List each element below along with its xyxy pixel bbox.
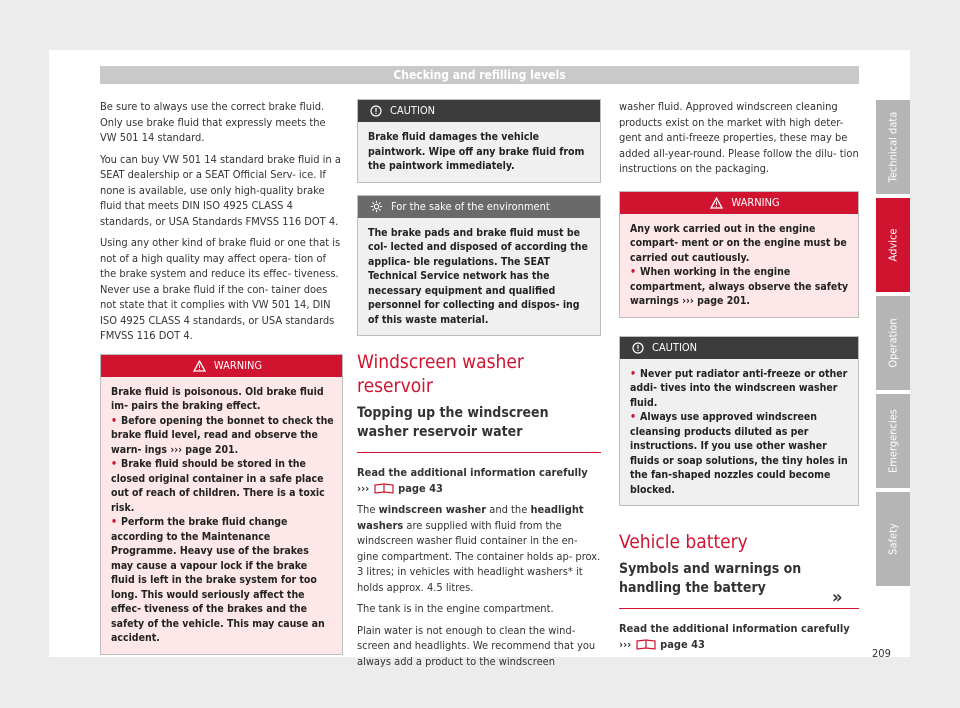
environment-icon	[370, 200, 383, 213]
subsection-title: Symbols and warnings on handling the battery	[619, 560, 859, 609]
section-title: Vehicle battery	[619, 531, 748, 553]
warning-title: WARNING	[213, 358, 263, 372]
warning-box-header	[620, 192, 858, 214]
subsection-title: Topping up the windscreen washer reservoir water	[357, 404, 601, 453]
page-link[interactable]: ››› page 201	[170, 443, 235, 456]
warning-bullet: • When working in the engine compartment, always observe the safety warnings ››› page 201.	[630, 266, 848, 307]
paragraph: washer fluid. Approved windscreen cleaning products exist on the market with high deter- gent and anti-freeze properties, these may be added all-year-round. Please follow the dilu- tion instructions on the packaging.	[619, 100, 859, 175]
bullet-icon: •	[630, 367, 637, 380]
paragraph: Be sure to always use the correct brake fluid. Only use brake fluid that expressly meets the VW 501 14 standard.	[100, 100, 326, 144]
bullet-icon: •	[630, 266, 637, 278]
warning-box	[619, 191, 859, 318]
paragraph: Using any other kind of brake fluid or one that is not of a high quality may affect opera- tion of the brake system and reduce its effec- tiveness. Never use a brake fluid if the con- tainer does not state that it complies with VW 501 14, DIN ISO 4925 CLASS 4 standards, or USA standards FMVSS 116 DOT 4.	[100, 236, 341, 342]
page-link[interactable]: page 43	[398, 481, 443, 495]
tab-emergencies[interactable]: Emergencies	[876, 394, 910, 488]
environment-box	[357, 195, 601, 337]
caution-bullet: • Always use approved windscreen cleansing products diluted as per instructions. If you use other washer fluids or soap solutions, the tiny holes in the fan-shaped nozzles could become blocked.	[630, 411, 848, 496]
read-more: Read the additional information carefully ››› page 43	[619, 622, 850, 651]
warning-triangle-icon	[193, 360, 206, 372]
book-icon	[373, 482, 395, 494]
environment-box-header	[358, 196, 600, 218]
page-link[interactable]: page 43	[660, 637, 705, 651]
warning-triangle-icon	[710, 197, 723, 209]
warning-title: WARNING	[731, 195, 780, 209]
book-icon	[635, 638, 657, 650]
warning-box	[100, 354, 343, 655]
bullet-icon: •	[111, 458, 118, 470]
tab-operation[interactable]: Operation	[876, 296, 910, 390]
paragraph: You can buy VW 501 14 standard brake fluid in a SEAT dealership or a SEAT Official Serv- ice. If none is available, use only high-quality brake fluid that meets DIN ISO 4925 CLASS 4 standards, or USA Standards FMVSS 116 DOT 4.	[100, 152, 341, 228]
warning-body	[620, 214, 858, 317]
bullet-icon: •	[630, 411, 637, 423]
paragraph: The tank is in the engine compartment.	[357, 602, 554, 615]
tab-technical-data[interactable]: Technical data	[876, 100, 910, 194]
page-header: Checking and refilling levels	[100, 66, 859, 84]
warning-bullet: • Perform the brake fluid change according to the Maintenance Programme. Heavy use of the brakes may cause a vapour lock if the brake fluid is left in the brake system for too long. This would seriously affect the effec- tiveness of the brakes and the safety of the vehicle. This may cause an accident.	[111, 516, 325, 644]
warning-bullet: • Before opening the bonnet to check the brake fluid level, read and observe the warn- ings ››› page 201.	[111, 414, 334, 456]
column-3	[619, 99, 859, 658]
section-title: Windscreen washer reservoir	[357, 351, 524, 397]
caution-title: CAUTION	[390, 104, 436, 117]
environment-title: For the sake of the environment	[391, 199, 550, 213]
environment-body: The brake pads and brake fluid must be col- lected and disposed of according the applica- ble regulations. The SEAT Technical Service network has the necessary equipment and qualified personnel for collecting and dispos- ing of this waste material.	[358, 218, 600, 336]
caution-body: Brake fluid damages the vehicle paintwork. Wipe off any brake fluid from the paintwork immediately.	[358, 122, 600, 182]
caution-title: CAUTION	[652, 340, 698, 354]
tab-advice[interactable]: Advice	[876, 198, 910, 292]
caution-box	[619, 336, 859, 507]
caution-bullet: • Never put radiator anti-freeze or other addi- tives into the windscreen washer fluid.	[630, 367, 848, 409]
read-more: Read the additional information carefully ››› page 43	[357, 466, 588, 495]
paragraph: The windscreen washer and the headlight washers are supplied with fluid from the windscreen washer fluid container in the en- gine compartment. The container holds ap- prox. 3 litres; in vehicles with headlight washers* it holds approx. 4.5 litres.	[357, 503, 601, 594]
column-2	[357, 99, 601, 675]
column-1	[100, 99, 343, 667]
continue-mark: »	[832, 587, 843, 608]
paragraph: Plain water is not enough to clean the wind- screen and headlights. We recommend that you always add a product to the windscreen	[357, 623, 596, 668]
warning-intro: Brake fluid is poisonous. Old brake fluid im- pairs the braking effect.	[111, 385, 324, 412]
warning-body	[101, 377, 342, 654]
page-link[interactable]: ››› page 201	[682, 295, 747, 307]
warning-intro: Any work carried out in the engine compart- ment or on the engine must be carried out cautiously.	[630, 222, 847, 264]
caution-icon	[370, 105, 382, 117]
page-number: 209	[872, 647, 891, 660]
warning-box-header	[101, 355, 342, 377]
bullet-icon: •	[111, 516, 118, 528]
caution-icon	[632, 342, 644, 354]
caution-box	[357, 99, 601, 183]
caution-body	[620, 359, 858, 506]
caution-box-header	[358, 100, 600, 122]
tab-safety[interactable]: Safety	[876, 492, 910, 586]
warning-bullet: • Brake fluid should be stored in the closed original container in a safe place out of reach of children. There is a toxic risk.	[111, 458, 325, 514]
caution-box-header	[620, 337, 858, 359]
bullet-icon: •	[111, 414, 118, 427]
